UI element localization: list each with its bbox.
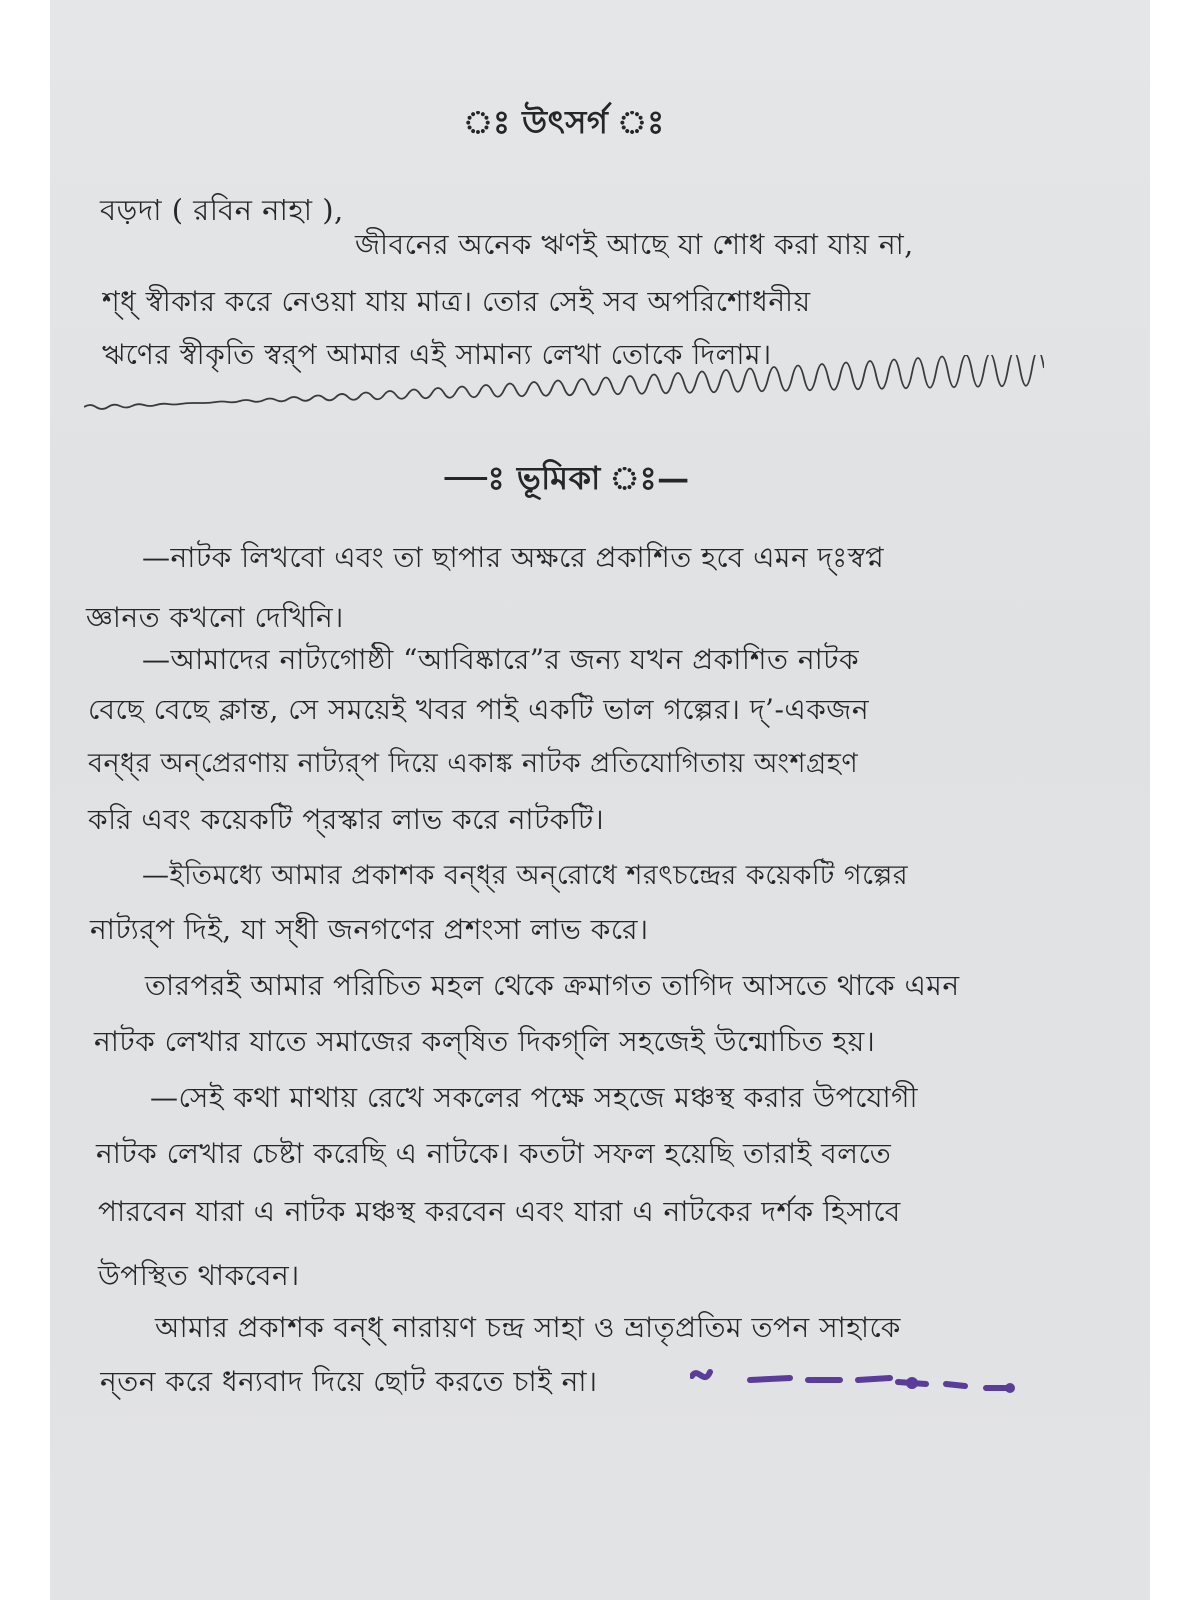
preface-line: আমার প্রকাশক বন্ধ্‌ নারায়ণ চন্দ্র সাহা ও ভ্রাতৃপ্রতিম তপন সাহাকে: [155, 1311, 901, 1344]
preface-line: পারবেন যারা এ নাটক মঞ্চস্থ করবেন এবং যারা এ নাটকের দর্শক হিসাবে: [98, 1195, 901, 1228]
preface-line: নাটক লেখার যাতে সমাজের কল্‌ষিত দিকগ্‌লি সহজেই উন্মোচিত হয়।: [94, 1025, 876, 1058]
preface-line: বেছে বেছে ক্লান্ত, সে সময়েই খবর পাই একটি ভাল গল্পের। দ্‌’-একজন: [88, 693, 870, 726]
preface-line: ন্‌তন করে ধন্যবাদ দিয়ে ছোট করতে চাই না।: [100, 1365, 598, 1398]
preface-line: উপস্থিত থাকবেন।: [98, 1259, 300, 1292]
preface-line: নাটক লেখার চেষ্টা করেছি এ নাটকে। কতটা সফল হয়েছি তারাই বলতে: [96, 1137, 892, 1170]
preface-line: —ইতিমধ্যে আমার প্রকাশক বন্ধ্‌র অন্‌রোধে শরৎচন্দ্রের কয়েকটি গল্পের: [142, 860, 909, 891]
preface-line: বন্ধ্‌র অন্‌প্রেরণায় নাট্যর্‌প দিয়ে একাঙ্ক নাটক প্রতিযোগিতায় অংশগ্রহণ: [88, 748, 859, 779]
pen-underline-mark: [690, 1358, 1030, 1398]
wavy-divider: [84, 355, 1044, 415]
preface-line: জ্ঞানত কখনো দেখিনি।: [86, 601, 344, 634]
preface-line: নাট্যর্‌প দিই, যা স্‌ধী জনগণের প্রশংসা লাভ করে।: [90, 913, 649, 946]
preface-title: —ঃ ভূমিকা ঃ—: [445, 459, 690, 497]
dedication-title: ঃ উৎসর্গ ঃ: [463, 103, 665, 141]
dedication-line: শ্‌ধ্‌ স্বীকার করে নেওয়া যায় মাত্র। তোর সেই সব অপরিশোধনীয়: [102, 285, 811, 318]
dedication-line: ঋণের স্বীকৃতি স্বর্‌প আমার এই সামান্য লেখা তোকে দিলাম।: [102, 338, 772, 371]
preface-line: —আমাদের নাট্যগোষ্ঠী “আবিষ্কারে”র জন্য যখন প্রকাশিত নাটক: [142, 643, 860, 676]
dedication-salutation: বড়দা ( রবিন নাহা ),: [100, 193, 344, 227]
book-page: [50, 0, 1150, 1600]
dedication-line: জীবনের অনেক ঋণই আছে যা শোধ করা যায় না,: [355, 228, 914, 261]
preface-line: —নাটক লিখবো এবং তা ছাপার অক্ষরে প্রকাশিত হবে এমন দ্‌ঃস্বপ্ন: [142, 541, 885, 574]
preface-line: করি এবং কয়েকটি প্‌রস্কার লাভ করে নাটকটি।: [88, 803, 605, 836]
preface-line: তারপরই আমার পরিচিত মহল থেকে ক্রমাগত তাগিদ আসতে থাকে এমন: [145, 969, 960, 1002]
preface-line: —সেই কথা মাথায় রেখে সকলের পক্ষে সহজে মঞ্চস্থ করার উপযোগী: [150, 1081, 918, 1114]
